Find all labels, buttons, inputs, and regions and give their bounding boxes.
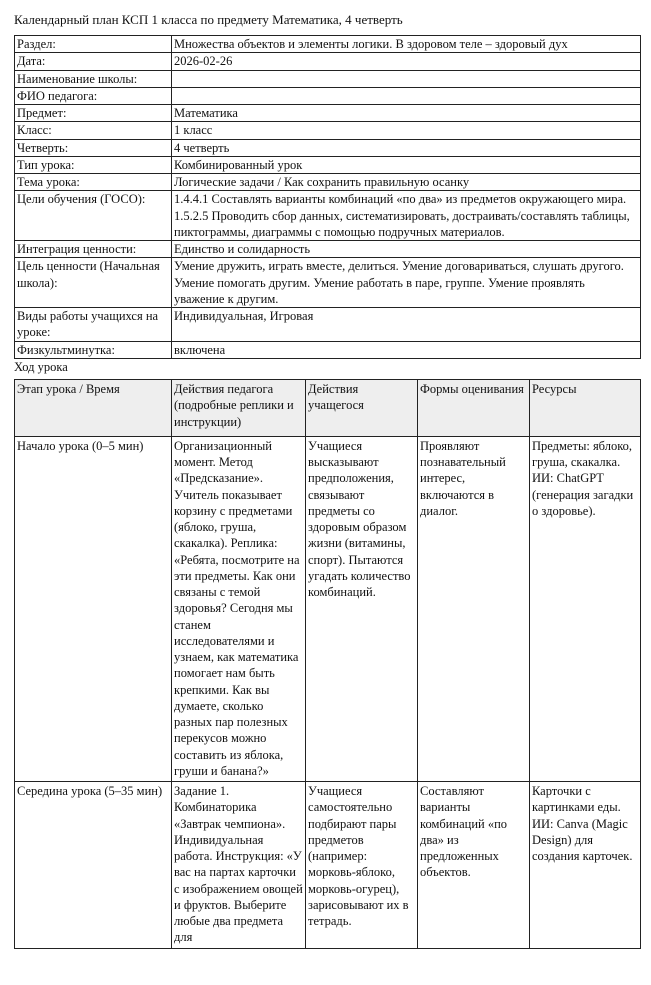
info-label: Виды работы учащихся на уроке: bbox=[15, 308, 172, 342]
teacher-actions-cell: Задание 1. Комбинаторика «Завтрак чемпиона». Индивидуальная работа. Инструкция: «У вас на партах карточки с изображением овощей и фруктов. Выберите любые два предмета для bbox=[172, 782, 306, 949]
column-header-teacher-actions: Действия педагога (подробные реплики и инструкции) bbox=[172, 380, 306, 437]
student-actions-cell: Учащиеся самостоятельно подбирают пары предметов (например: морковь-яблоко, морковь-огурец), зарисовывают их в тетрадь. bbox=[306, 782, 418, 949]
assessment-cell: Составляют варианты комбинаций «по два» из предложенных объектов. bbox=[418, 782, 530, 949]
info-row-grade bbox=[15, 122, 641, 139]
stage-cell: Начало урока (0–5 мин) bbox=[15, 436, 172, 781]
info-row-lesson-type bbox=[15, 156, 641, 173]
info-value bbox=[172, 87, 641, 104]
info-value: Математика bbox=[172, 105, 641, 122]
student-actions-cell: Учащиеся высказывают предположения, связывают предметы со здоровым образом жизни (витамины, спорт). Пытаются угадать количество комбинаций. bbox=[306, 436, 418, 781]
resources-cell: Карточки с картинками еды. ИИ: Canva (Magic Design) для создания карточек. bbox=[530, 782, 641, 949]
table-row bbox=[15, 436, 641, 781]
info-row-goals bbox=[15, 191, 641, 241]
info-row-topic bbox=[15, 174, 641, 191]
info-label: Физкультминутка: bbox=[15, 341, 172, 358]
info-value: 2026-02-26 bbox=[172, 53, 641, 70]
info-value: Комбинированный урок bbox=[172, 156, 641, 173]
info-label: Четверть: bbox=[15, 139, 172, 156]
info-row-exercise-break bbox=[15, 341, 641, 358]
table-row bbox=[15, 782, 641, 949]
info-row-value-goal bbox=[15, 258, 641, 308]
info-value: Единство и солидарность bbox=[172, 241, 641, 258]
lesson-table-header-row bbox=[15, 380, 641, 437]
info-value: Индивидуальная, Игровая bbox=[172, 308, 641, 342]
info-label: Цели обучения (ГОСО): bbox=[15, 191, 172, 241]
column-header-stage: Этап урока / Время bbox=[15, 380, 172, 437]
lesson-info-table bbox=[14, 35, 641, 359]
info-row-section bbox=[15, 36, 641, 53]
info-row-work-types bbox=[15, 308, 641, 342]
info-label: Тип урока: bbox=[15, 156, 172, 173]
lesson-progress-table bbox=[14, 379, 641, 949]
info-value: Логические задачи / Как сохранить правильную осанку bbox=[172, 174, 641, 191]
info-label: Цель ценности (Начальная школа): bbox=[15, 258, 172, 308]
info-value: Множества объектов и элементы логики. В здоровом теле – здоровый дух bbox=[172, 36, 641, 53]
info-row-subject bbox=[15, 105, 641, 122]
info-label: Интеграция ценности: bbox=[15, 241, 172, 258]
info-label: Тема урока: bbox=[15, 174, 172, 191]
document-title: Календарный план КСП 1 класса по предмету Математика, 4 четверть bbox=[14, 12, 403, 27]
info-label: Дата: bbox=[15, 53, 172, 70]
column-header-resources: Ресурсы bbox=[530, 380, 641, 437]
column-header-assessment: Формы оценивания bbox=[418, 380, 530, 437]
column-header-student-actions: Действия учащегося bbox=[306, 380, 418, 437]
info-row-school bbox=[15, 70, 641, 87]
info-label: Предмет: bbox=[15, 105, 172, 122]
info-row-value-integration bbox=[15, 241, 641, 258]
info-label: Раздел: bbox=[15, 36, 172, 53]
info-value: включена bbox=[172, 341, 641, 358]
teacher-actions-cell: Организационный момент. Метод «Предсказание». Учитель показывает корзину с предметами (яблоко, груша, скакалка). Реплика: «Ребята, посмотрите на эти предметы. Как они связаны с темой здоровья? Сегодня мы станем исследователями и узнаем, как математика помогает нам быть крепкими. Как вы думаете, сколько разных пар полезных перекусов можно составить из яблока, груши и банана?» bbox=[172, 436, 306, 781]
info-value: Умение дружить, играть вместе, делиться. Умение договариваться, слушать другого. Умение помогать другим. Умение работать в паре, группе. Умение проявлять уважение к другим. bbox=[172, 258, 641, 308]
info-row-quarter bbox=[15, 139, 641, 156]
info-value: 1 класс bbox=[172, 122, 641, 139]
info-label: ФИО педагога: bbox=[15, 87, 172, 104]
info-value bbox=[172, 70, 641, 87]
info-row-date bbox=[15, 53, 641, 70]
info-value: 1.4.4.1 Составлять варианты комбинаций «по два» из предметов окружающего мира. 1.5.2.5 Проводить сбор данных, систематизировать, достраивать/составлять таблицы, пиктограммы, диаграммы с помощью подручных материалов. bbox=[172, 191, 641, 241]
resources-cell: Предметы: яблоко, груша, скакалка. ИИ: ChatGPT (генерация загадки о здоровье). bbox=[530, 436, 641, 781]
info-label: Наименование школы: bbox=[15, 70, 172, 87]
assessment-cell: Проявляют познавательный интерес, включаются в диалог. bbox=[418, 436, 530, 781]
stage-cell: Середина урока (5–35 мин) bbox=[15, 782, 172, 949]
info-value: 4 четверть bbox=[172, 139, 641, 156]
lesson-progress-heading: Ход урока bbox=[14, 360, 68, 374]
info-row-teacher bbox=[15, 87, 641, 104]
info-label: Класс: bbox=[15, 122, 172, 139]
